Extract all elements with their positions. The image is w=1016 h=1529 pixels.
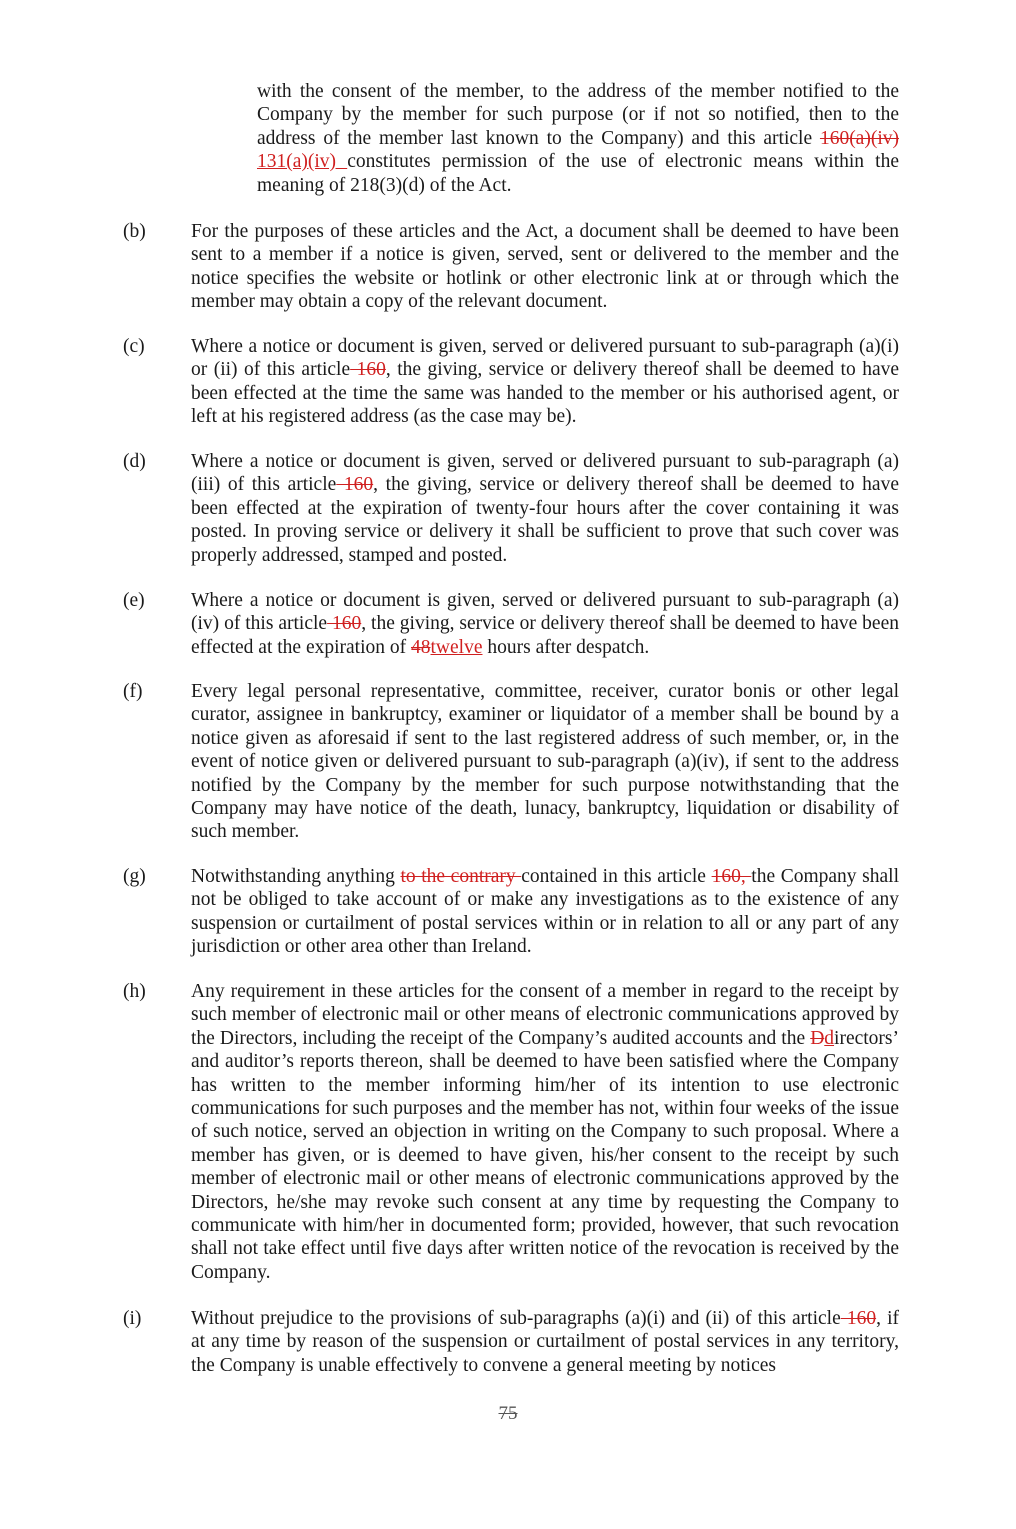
- paragraph-label: (f): [123, 681, 143, 702]
- deleted-text: 160: [336, 474, 374, 496]
- paragraph-label: (b): [123, 221, 146, 242]
- text: irectors’ and auditor’s reports thereon, shall be deemed to have been satisfied where the Company has written to the member informing him/her of its intention to use electronic communications for such purposes and the member has not, within four weeks of the issue of such notice, served an objection in writing on the Company to such proposal. Where a member has given, or is deemed to have given, his/her consent to the receipt by such member of electronic mail or other means of electronic communications approved by the Directors, he/she may revoke such consent at any time by requesting the Company to communicate with him/her in documented form; provided, however, that such revocation shall not take effect until five days after written notice of the revocation is received by the Company.: [191, 1027, 899, 1283]
- deleted-text: D: [810, 1027, 825, 1049]
- text: Where a notice or document is given, served or delivered pursuant to sub-paragraph (a)(iv) of this article: [191, 590, 899, 635]
- paragraph-label: (d): [123, 451, 146, 472]
- paragraph-label: (g): [123, 866, 146, 887]
- deleted-text: to the contrary: [400, 866, 522, 887]
- text: with the consent of the member, to the address of the member notified to the Company by the member for such purpose (or if not so notified, then to the address of the member last known to the Company) and this article: [257, 81, 899, 149]
- continued-paragraph-a-iv: [257, 80, 899, 197]
- text: Notwithstanding anything: [191, 866, 401, 887]
- text: hours after despatch.: [482, 636, 650, 658]
- text: Any requirement in these articles for the consent of a member in regard to the receipt by such member of electronic mail or other means of electronic communications approved by the Directors, including the receipt of the Company’s audited accounts and the: [191, 981, 899, 1049]
- page-footer: [0, 1403, 1016, 1425]
- text: , if at any time by reason of the suspension or curtailment of postal services in any territory, the Company is unable effectively to convene a general meeting by notices: [191, 1308, 899, 1376]
- text: constitutes permission of the use of electronic means within the meaning of 218(3)(d) of the Act.: [257, 151, 899, 196]
- paragraph-text: [191, 865, 899, 959]
- deleted-text: 160: [350, 359, 386, 381]
- deleted-text: 160,: [711, 866, 752, 887]
- text: contained in this article: [521, 866, 712, 887]
- paragraph-text: [191, 335, 899, 429]
- text: Every legal personal representative, committee, receiver, curator bonis or other legal curator, assignee in bankruptcy, examiner or liquidator of a member shall be bound by a notice given as aforesaid if sent to the last registered address of such member, or, in the event of notice given or delivered pursuant to sub-paragraph (a)(iv), if sent to the address notified by the Company by the member for such purpose notwithstanding that the Company may have notice of the death, lunacy, bankruptcy, liquidation or disability of such member.: [191, 681, 899, 843]
- inserted-text: 131(a)(iv): [257, 151, 348, 173]
- deleted-text: 48: [411, 636, 431, 658]
- text: , the giving, service or delivery thereof shall be deemed to have been effected at the time the same was handed to the member or his authorised agent, or left at his registered address (as the case may be).: [191, 359, 899, 428]
- paragraph-text: [191, 220, 899, 314]
- text: Where a notice or document is given, served or delivered pursuant to sub-paragraph (a)(i) or (ii) of this article: [191, 336, 899, 381]
- paragraph-text: [191, 450, 899, 567]
- paragraph-text: [191, 980, 899, 1284]
- text: For the purposes of these articles and the Act, a document shall be deemed to have been sent to a member if a notice is given, served, sent or delivered to the member and the notice specifies the website or hotlink or other electronic link at or through which the member may obtain a copy of the relevant document.: [191, 221, 899, 313]
- text: , the giving, service or delivery thereof shall be deemed to have been effected at the expiration of: [191, 613, 899, 658]
- text: Without prejudice to the provisions of sub-paragraphs (a)(i) and (ii) of this article: [191, 1308, 841, 1329]
- deleted-text: 160: [840, 1308, 877, 1329]
- deleted-text: 160(a)(iv): [819, 127, 899, 149]
- text: the Company shall not be obliged to take account of or make any investigations as to the existence of any suspension or curtailment of postal services within or in relation to all or any part of any jurisdiction or other area other than Ireland.: [191, 866, 899, 958]
- paragraph-label: (e): [123, 590, 145, 611]
- paragraph-label: (h): [123, 981, 146, 1002]
- deleted-text: 160: [327, 613, 362, 635]
- page-number: 75: [498, 1403, 518, 1424]
- paragraph-text: [191, 680, 899, 844]
- paragraph-label: (c): [123, 336, 145, 357]
- text: Where a notice or document is given, served or delivered pursuant to sub-paragraph (a)(iii) of this article: [191, 451, 899, 496]
- inserted-text: d: [824, 1027, 835, 1049]
- text: , the giving, service or delivery thereof shall be deemed to have been effected at the expiration of twenty-four hours after the cover containing it was posted. In proving service or delivery it shall be sufficient to prove that such cover was properly addressed, stamped and posted.: [191, 474, 899, 566]
- paragraph-label: (i): [123, 1308, 142, 1329]
- inserted-text: twelve: [430, 636, 483, 658]
- paragraph-text: [191, 1307, 899, 1377]
- paragraph-text: [191, 589, 899, 659]
